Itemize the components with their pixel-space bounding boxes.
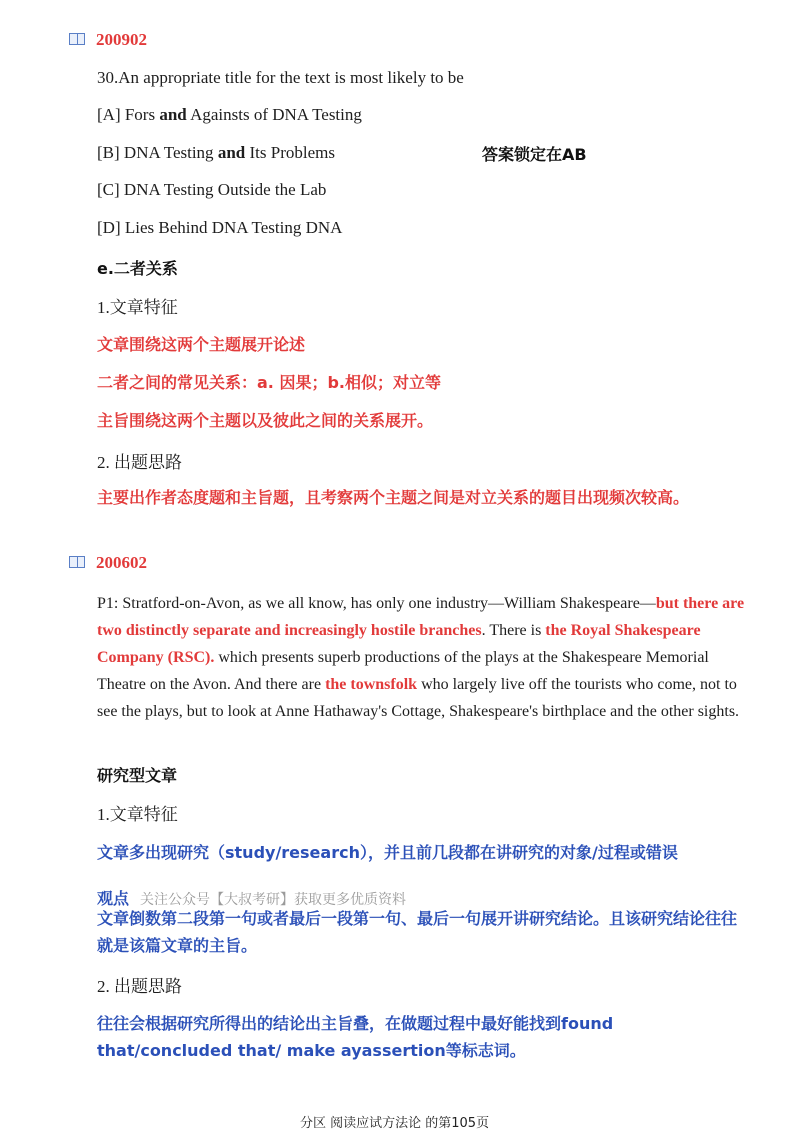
idea-text: 主要出作者态度题和主旨题，且考察两个主题之间是对立关系的题目出现频次较高。 <box>97 488 690 507</box>
feature-title: 1.文章特征 <box>97 298 178 317</box>
feature-line: 二者之间的常见关系：a. 因果；b.相似；对立等 <box>97 373 441 392</box>
book-icon <box>69 556 85 568</box>
subheading-research: 研究型文章 <box>97 766 178 785</box>
watermark-text: 关注公众号【大叔考研】获取更多优质资料 <box>140 892 406 908</box>
feature-title: 1.文章特征 <box>97 805 178 824</box>
section-code: 200602 <box>96 553 147 572</box>
option-d: [D] Lies Behind DNA Testing DNA <box>97 218 343 237</box>
feature-line: 文章多出现研究（study/research），并且前几段都在讲研究的对象/过程或错误 <box>97 843 678 862</box>
answer-note: 答案锁定在AB <box>482 145 587 164</box>
idea-text: 往往会根据研究所得出的结论出主旨叠，在做题过程中最好能找到found that/concluded that/ make ayassertion等标志词。 <box>97 1014 614 1060</box>
option-c: [C] DNA Testing Outside the Lab <box>97 180 327 199</box>
idea-title: 2. 出题思路 <box>97 453 182 472</box>
section-code: 200902 <box>96 30 147 49</box>
subheading-e: e.二者关系 <box>97 259 178 278</box>
passage-paragraph: P1: Stratford-on-Avon, as we all know, has only one industry—William Shakespeare—but there are two distinctly separate and increasingly hostile branches. There is the Royal Shakespeare Company (RSC). which presents superb productions of the plays at the Shakespeare Memorial Theatre on the Avon. And there are the townsfolk who largely live off the tourists who come, not to see the plays, but to look at Anne Hathaway's Cottage, Shakespeare's birthplace and the other sights. <box>97 595 745 720</box>
feature-line: 主旨围绕这两个主题以及彼此之间的关系展开。 <box>97 411 434 430</box>
feature-line: 文章围绕这两个主题展开论述 <box>97 335 306 354</box>
page-footer: 分区 阅读应试方法论 的第105页 <box>300 1116 490 1131</box>
book-icon <box>69 33 85 45</box>
idea-title: 2. 出题思路 <box>97 977 182 996</box>
feature-line: 文章倒数第二段第一句或者最后一段第一句、最后一句展开讲研究结论。且该研究结论往往就是该篇文章的主旨。 <box>97 909 738 955</box>
option-a: [A] Fors and Againsts of DNA Testing <box>97 105 362 124</box>
option-b: [B] DNA Testing and Its Problems <box>97 143 335 162</box>
feature-line: 观点 <box>97 889 130 908</box>
question-text: 30.An appropriate title for the text is most likely to be <box>97 68 464 87</box>
